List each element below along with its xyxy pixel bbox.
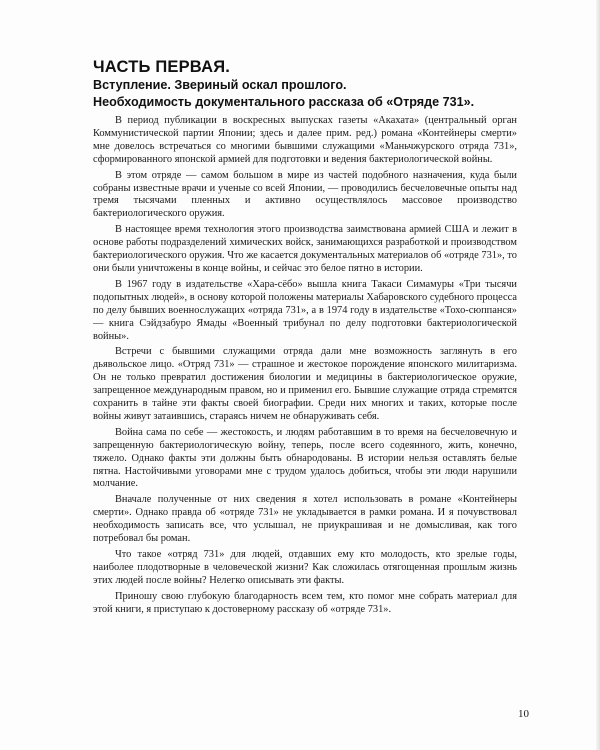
- chapter-heading: [93, 58, 523, 111]
- paragraph: В период публикации в воскресных выпусках газеты «Акахата» (центральный орган Коммунистической партии Японии; здесь и далее прим. ред.) романа «Контейнеры смерти» мне довелось встречаться со многими бывшими служащими «Маньчжурского отряда 731», сформированного японской армией для подготовки и ведения бактериологической войны.: [93, 115, 517, 165]
- part-title: ЧАСТЬ ПЕРВАЯ.: [93, 58, 231, 76]
- paragraph: В 1967 году в издательстве «Хара-сёбо» вышла книга Такаси Симамуры «Три тысячи подопытных людей», в основу которой положены материалы Хабаровского судебного процесса по делу бывших военнослужащих «отряда 731», а в 1974 году в издательстве «Тохо-сюппанся» — книга Сэйдзабуро Ямады «Военный трибунал по делу подготовки бактериологической войны».: [93, 278, 517, 342]
- paragraph: В этом отряде — самом большом в мире из частей подобного назначения, куда были собраны известные врачи и ученые со всей Японии, — проводились бесчеловечные опыты над тремя тысячами пленных и активно осуществлялось массовое производство бактериологического оружия.: [93, 169, 517, 220]
- paragraph: Вначале полученные от них сведения я хотел использовать в романе «Контейнеры смерти». Однако правда об «отряде 731» не укладывается в рамки романа. И я почувствовал необходимость записать все, что услышал, не приукрашивая и не домысливая, как того потребовал бы роман.: [93, 494, 517, 545]
- page-number: 10: [518, 708, 529, 720]
- chapter-subtitle-line-1: Вступление. Звериный оскал прошлого.: [93, 78, 347, 92]
- paragraph: Что такое «отряд 731» для людей, отдавших ему кто молодость, кто зрелые годы, наиболее плодотворные в человеческой жизни? Как сложилась отягощенная прошлым жизнь этих людей после войны? Нелегко описывать эти факты.: [93, 549, 517, 586]
- paragraph: Война сама по себе — жестокость, и людям работавшим в то время на бесчеловечную и запрещенную бактериологическую войну, теперь, после всего содеянного, жить, конечно, тяжело. Однако факты эти должны быть обнародованы. В истории нельзя оставлять белые пятна. Настойчивыми уговорами мне с трудом удалось добиться, чтобы эти люди нарушили молчание.: [93, 426, 517, 490]
- paragraph: Приношу свою глубокую благодарность всем тем, кто помог мне собрать материал для этой книги, я приступаю к достоверному рассказу об «отряде 731».: [93, 590, 517, 615]
- paragraph: В настоящее время технология этого производства заимствована армией США и лежит в основе работы подразделений химических войск, занимающихся разработкой и производством бактериологического оружия. Что же касается документальных материалов об «отряде 731», то они были уничтожены в конце войны, и сейчас это белое пятно в истории.: [93, 224, 517, 274]
- body-text: [93, 115, 517, 620]
- page-edge-shadow: [596, 0, 600, 750]
- chapter-subtitle-line-2: Необходимость документального рассказа об «Отряде 731».: [93, 95, 475, 109]
- paragraph: Встречи с бывшими служащими отряда дали мне возможность заглянуть в его дьявольское лицо. «Отряд 731» — страшное и жестокое порождение японского милитаризма. Он не только превратил достижения биологии и медицины в бактериологическое оружие, запрещенное международным правом, но и применил его. Бывшие служащие отряда стремятся сохранить в тайне эти факты своей биографии. Среди них многих и таких, которые после войны живут затаившись, стараясь ничем не обнаруживать себя.: [93, 346, 517, 422]
